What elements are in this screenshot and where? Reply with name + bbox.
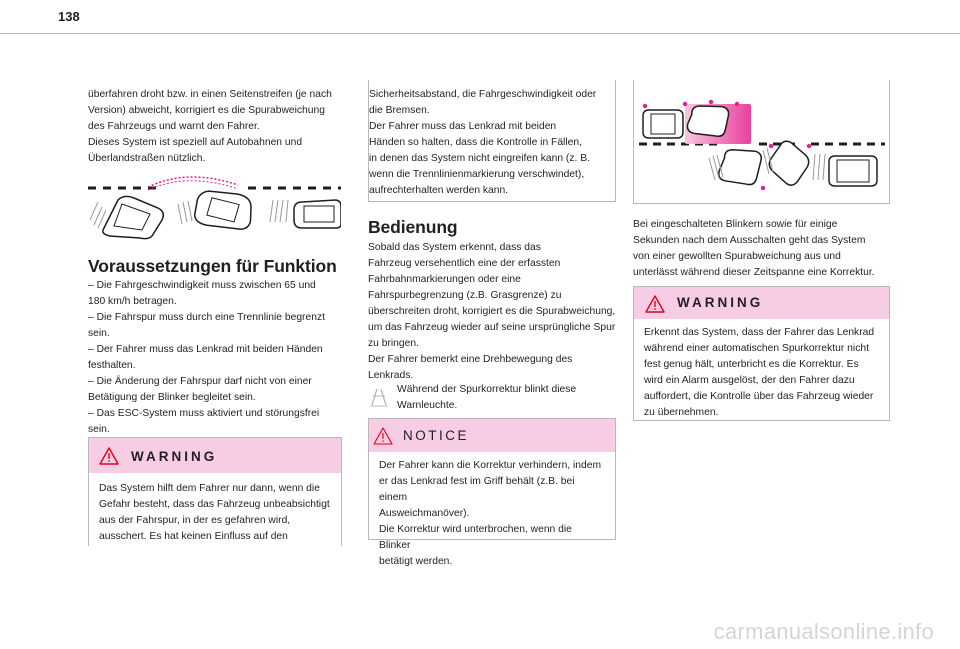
notice-box-header bbox=[369, 419, 615, 452]
warning-title: WARNING bbox=[131, 449, 218, 464]
lane-correction-illustration bbox=[639, 96, 885, 196]
body-line: überschreiten droht, korrigiert es die Spurabweichung, bbox=[368, 306, 616, 317]
notice-title: NOTICE bbox=[403, 428, 470, 443]
notice-triangle-icon bbox=[373, 427, 393, 445]
body-line: Bei eingeschalteten Blinkern sowie für einige bbox=[633, 219, 838, 230]
body-line: Fahrspurbegrenzung (z.B. Grasgrenze) zu bbox=[368, 290, 562, 301]
warning-line: Gefahr besteht, dass das Fahrzeug unbeabsichtigt bbox=[99, 499, 330, 510]
condition-line: 180 km/h betragen. bbox=[88, 296, 177, 307]
condition-line: – Die Änderung der Fahrspur darf nicht von einer bbox=[88, 376, 312, 387]
intro-line: Überlandstraßen nützlich. bbox=[88, 153, 206, 164]
body-line: um das Fahrzeug wieder auf seine ursprüngliche Spur bbox=[368, 322, 616, 333]
body-line: Sobald das System erkennt, dass das bbox=[368, 242, 541, 253]
continued-line: Der Fahrer muss das Lenkrad mit beiden bbox=[369, 121, 557, 132]
warning-title: WARNING bbox=[677, 295, 764, 310]
warning-line: wird ein Alarm ausgelöst, der den Fahrer dazu bbox=[644, 375, 855, 386]
notice-box bbox=[368, 418, 616, 567]
top-divider bbox=[0, 33, 960, 34]
warning-line: aus der Fahrspur, in der es gefahren wird, bbox=[99, 515, 291, 526]
body-line: Lenkrads. bbox=[368, 370, 414, 381]
intro-line: Dieses System ist speziell auf Autobahnen und bbox=[88, 137, 303, 148]
continued-box bbox=[368, 80, 616, 202]
warning-line: während einer automatischen Spurkorrektur nicht bbox=[644, 343, 869, 354]
warning-box bbox=[633, 286, 890, 421]
body-line: Fahrbahnmarkierungen oder eine bbox=[368, 274, 521, 285]
lamp-line: Warnleuchte. bbox=[397, 400, 458, 411]
warning-triangle-icon bbox=[99, 447, 119, 465]
body-line: Sekunden nach dem Ausschalten geht das System bbox=[633, 235, 866, 246]
continued-line: aufrechterhalten werden kann. bbox=[369, 185, 509, 196]
warning-line: Das System hilft dem Fahrer nur dann, wenn die bbox=[99, 483, 320, 494]
condition-line: sein. bbox=[88, 328, 110, 339]
lamp-line: Während der Spurkorrektur blinkt diese bbox=[397, 384, 577, 395]
page-number: 138 bbox=[58, 9, 80, 24]
condition-line: – Die Fahrgeschwindigkeit muss zwischen 65 und bbox=[88, 280, 316, 291]
section-heading: Voraussetzungen für Funktion bbox=[88, 256, 337, 276]
continued-line: die Bremsen. bbox=[369, 105, 430, 116]
warning-box-header bbox=[89, 438, 341, 473]
warning-box-header bbox=[634, 287, 889, 319]
condition-line: – Das ESC-System muss aktiviert und störungsfrei bbox=[88, 408, 320, 419]
warning-line: auffordert, die Kontrolle über das Fahrzeug wieder bbox=[644, 391, 874, 402]
body-line: zu bringen. bbox=[368, 338, 419, 349]
condition-line: Betätigung der Blinker begleitet sein. bbox=[88, 392, 256, 403]
warning-box bbox=[88, 437, 342, 546]
continued-line: in denen das System nicht eingreifen kann (z. B. bbox=[369, 153, 590, 164]
continued-line: Händen so halten, dass die Kontrolle in Fällen, bbox=[369, 137, 582, 148]
warning-line: Erkennt das System, dass der Fahrer das Lenkrad bbox=[644, 327, 875, 338]
lane-drift-illustration bbox=[88, 170, 341, 240]
notice-line: betätigt werden. bbox=[379, 556, 453, 567]
body-line: Fahrzeug versehentlich eine der erfassten bbox=[368, 258, 561, 269]
condition-line: sein. bbox=[88, 424, 110, 435]
warning-line: ausschert. Es hat keinen Einfluss auf den bbox=[99, 531, 288, 542]
body-line: Der Fahrer bemerkt eine Drehbewegung des bbox=[368, 354, 573, 365]
intro-line: Version) abweicht, korrigiert es die Spurabweichung bbox=[88, 105, 325, 116]
continued-line: Sicherheitsabstand, die Fahrgeschwindigkeit oder bbox=[369, 89, 597, 100]
notice-line: Der Fahrer kann die Korrektur verhindern, indem bbox=[379, 460, 602, 471]
intro-line: überfahren droht bzw. in einen Seitenstreifen (je nach bbox=[88, 89, 332, 100]
watermark: carmanualsonline.info bbox=[713, 619, 934, 644]
condition-line: festhalten. bbox=[88, 360, 136, 371]
section-heading: Bedienung bbox=[368, 217, 458, 237]
warning-triangle-icon bbox=[645, 295, 665, 313]
lane-warning-lamp-icon bbox=[369, 385, 389, 407]
condition-line: – Der Fahrer muss das Lenkrad mit beiden Händen bbox=[88, 344, 323, 355]
body-line: von einer gewollten Spurabweichung aus und bbox=[633, 251, 841, 262]
notice-line: er das Lenkrad fest im Griff behält (z.B. bei einem bbox=[379, 476, 575, 503]
notice-line: Ausweichmanöver). bbox=[379, 508, 470, 519]
condition-line: – Die Fahrspur muss durch eine Trennlinie begrenzt bbox=[88, 312, 325, 323]
continued-line: wenn die Trennlinienmarkierung verschwindet), bbox=[369, 169, 585, 180]
warning-line: fest genug hält, unterbricht es die Korrektur. Es bbox=[644, 359, 859, 370]
intro-line: des Fahrzeugs und warnt den Fahrer. bbox=[88, 121, 260, 132]
warning-line: zu übernehmen. bbox=[644, 407, 719, 418]
body-line: unterlässt während dieser Zeitspanne eine Korrektur. bbox=[633, 267, 875, 278]
notice-line: Die Korrektur wird unterbrochen, wenn die Blinker bbox=[379, 524, 572, 551]
